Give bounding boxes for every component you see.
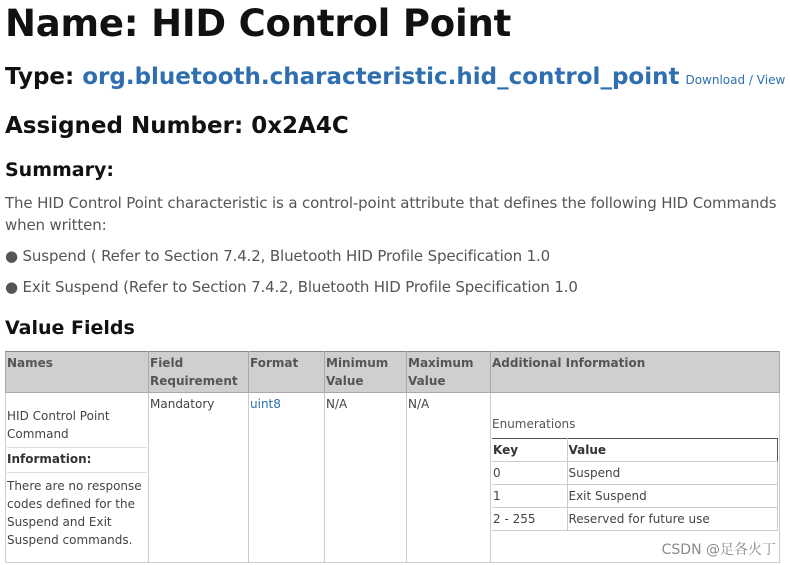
- type-line: [5, 62, 785, 95]
- maximum-value: N/A: [407, 393, 491, 563]
- enum-col-value: Value: [567, 439, 778, 462]
- col-additional-information: Additional Information: [491, 352, 780, 393]
- table-row: [6, 393, 780, 563]
- information-heading: Information:: [7, 448, 147, 473]
- page-title: [5, 2, 511, 46]
- names-cell: [6, 393, 149, 563]
- type-label: Type:: [5, 64, 75, 90]
- assigned-value: 0x2A4C: [251, 113, 349, 139]
- title-prefix: Name:: [5, 2, 139, 45]
- bullet-exit-suspend: ● Exit Suspend (Refer to Section 7.4.2, Bluetooth HID Profile Specification 1.0: [5, 278, 578, 296]
- assigned-label: Assigned Number:: [5, 113, 244, 139]
- information-text: There are no response codes defined for the Suspend and Exit Suspend commands.: [7, 479, 142, 547]
- csdn-watermark: CSDN @足各火丁: [661, 542, 776, 558]
- enum-value: Exit Suspend: [567, 485, 778, 508]
- enum-key: 1: [492, 485, 567, 508]
- col-field-requirement: Field Requirement: [149, 352, 249, 393]
- field-name: HID Control Point Command: [7, 407, 147, 448]
- enum-row: [492, 508, 778, 531]
- table-header-row: [6, 352, 780, 393]
- col-format: Format: [249, 352, 325, 393]
- minimum-value: N/A: [325, 393, 407, 563]
- enum-value: Suspend: [567, 462, 778, 485]
- col-names: Names: [6, 352, 149, 393]
- value-fields-heading: Value Fields: [5, 317, 135, 339]
- enum-row: [492, 462, 778, 485]
- enum-value: Reserved for future use: [567, 508, 778, 531]
- enumerations-label: Enumerations: [492, 417, 576, 431]
- download-view-links[interactable]: Download / View: [685, 73, 786, 87]
- enum-col-key: Key: [492, 439, 567, 462]
- format-cell: [249, 393, 325, 563]
- title-value: HID Control Point: [151, 2, 512, 45]
- summary-text: The HID Control Point characteristic is a control-point attribute that defines the following HID Commands when written:: [5, 194, 777, 234]
- summary-heading: Summary:: [5, 159, 114, 181]
- type-link[interactable]: org.bluetooth.characteristic.hid_control_point: [82, 64, 680, 90]
- format-link[interactable]: uint8: [250, 397, 281, 411]
- additional-information: [491, 393, 780, 563]
- assigned-number: [5, 111, 349, 141]
- enum-header-row: [492, 439, 778, 462]
- enum-key: 0: [492, 462, 567, 485]
- enumerations-table: [492, 438, 778, 531]
- bullet-suspend: ● Suspend ( Refer to Section 7.4.2, Bluetooth HID Profile Specification 1.0: [5, 247, 551, 265]
- field-requirement: Mandatory: [149, 393, 249, 563]
- value-fields-table: [5, 351, 780, 563]
- col-maximum-value: Maximum Value: [407, 352, 491, 393]
- enum-row: [492, 485, 778, 508]
- col-minimum-value: Minimum Value: [325, 352, 407, 393]
- enum-key: 2 - 255: [492, 508, 567, 531]
